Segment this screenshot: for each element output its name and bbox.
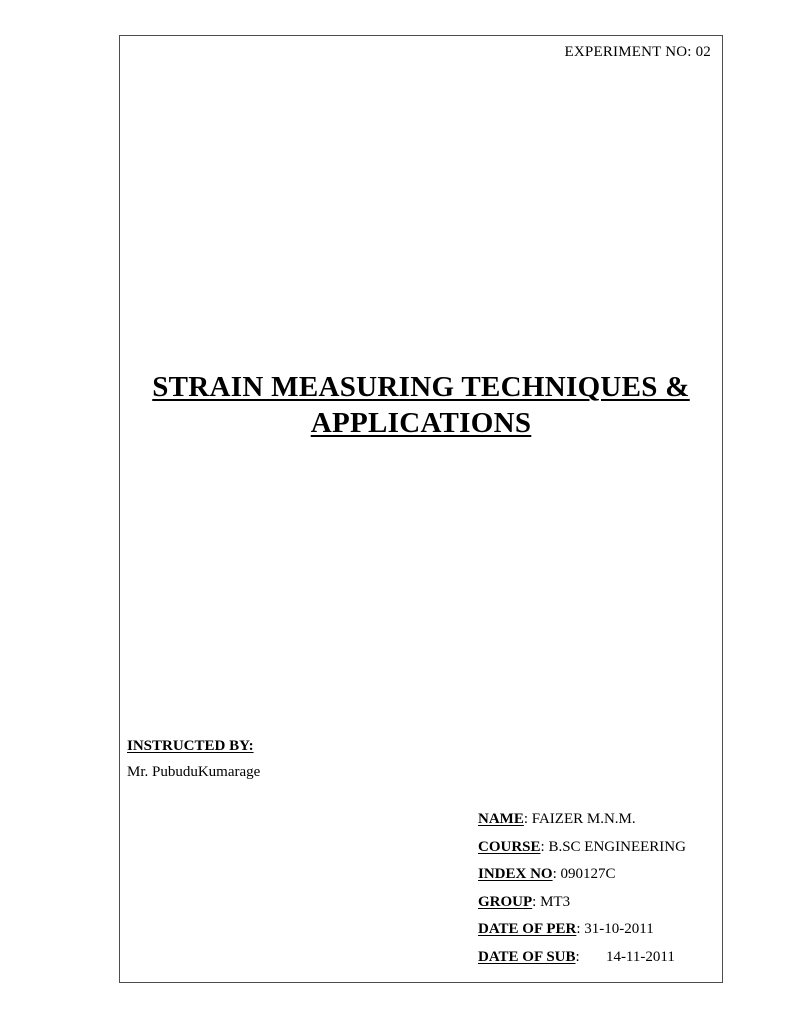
detail-separator: : — [575, 948, 606, 965]
detail-value: 090127C — [560, 866, 616, 883]
detail-value: 31-10-2011 — [584, 921, 654, 938]
title-line-1: STRAIN MEASURING TECHNIQUES & — [152, 371, 690, 403]
detail-row — [478, 944, 686, 972]
detail-label: COURSE — [478, 838, 541, 855]
detail-separator: : — [540, 838, 549, 855]
detail-separator: : — [576, 921, 585, 938]
detail-label: INDEX NO — [478, 866, 553, 883]
detail-value: FAIZER M.N.M. — [531, 811, 636, 827]
detail-label: GROUP — [478, 893, 533, 910]
detail-value: B.SC ENGINEERING — [548, 838, 686, 855]
instructed-by-label: INSTRUCTED BY: — [127, 738, 254, 754]
detail-value: 14-11-2011 — [605, 948, 675, 965]
experiment-number: EXPERIMENT NO: 02 — [564, 44, 711, 60]
detail-separator: : — [532, 893, 541, 910]
detail-label: NAME — [478, 811, 524, 827]
title-line-2: APPLICATIONS — [310, 407, 532, 439]
detail-row — [478, 834, 686, 862]
detail-row — [478, 806, 686, 834]
student-details-block — [478, 806, 686, 972]
detail-label: DATE OF SUB — [478, 948, 576, 965]
document-title — [119, 369, 723, 441]
detail-value: MT3 — [540, 893, 571, 910]
detail-separator: : — [523, 811, 532, 827]
detail-row — [478, 861, 686, 889]
detail-row — [478, 916, 686, 944]
detail-row — [478, 889, 686, 917]
detail-separator: : — [552, 866, 561, 883]
detail-label: DATE OF PER — [478, 921, 577, 938]
instructor-name: Mr. PubuduKumarage — [127, 764, 261, 780]
